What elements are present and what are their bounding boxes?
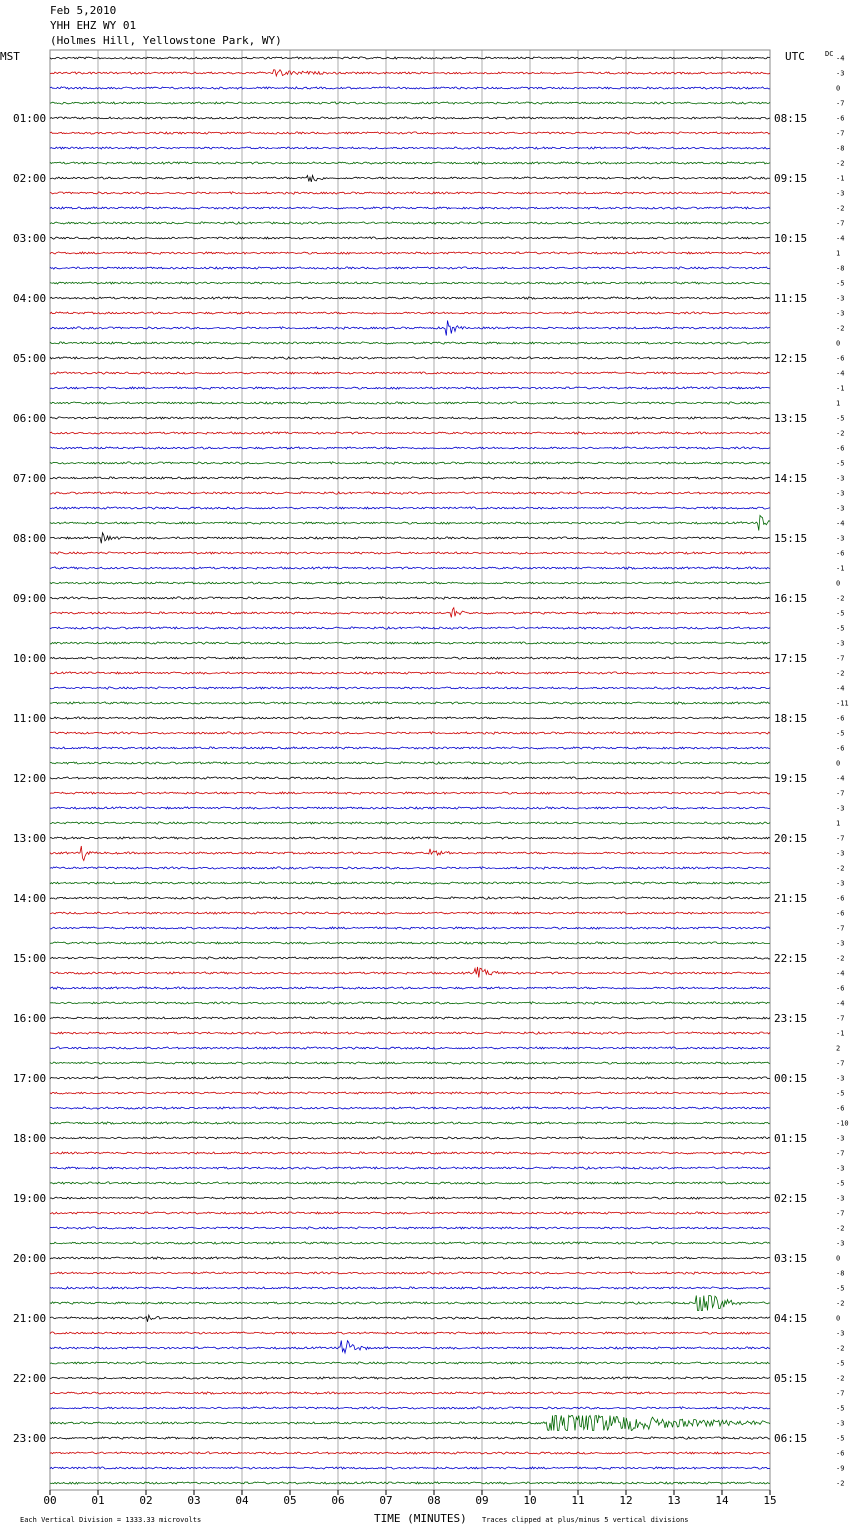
dc-offset-value: -4 — [836, 369, 845, 378]
right-hour-label: 02:15 — [774, 1192, 808, 1205]
dc-offset-value: -8 — [836, 144, 845, 153]
plot-frame — [50, 50, 770, 1490]
dc-offset-value: -5 — [836, 1404, 845, 1413]
left-hour-label: 12:00 — [13, 772, 47, 785]
trace-line — [50, 1002, 770, 1004]
right-hour-label: 04:15 — [774, 1312, 808, 1325]
trace-line — [50, 747, 770, 749]
trace-line — [50, 1152, 770, 1154]
dc-offset-value: -5 — [836, 1359, 845, 1368]
dc-offset-value: -6 — [836, 714, 845, 723]
dc-offset-value: -3 — [836, 849, 845, 858]
dc-offset-value: -2 — [836, 429, 845, 438]
trace-line — [50, 792, 770, 794]
trace-line — [50, 927, 770, 929]
dc-offset-value: -7 — [836, 834, 845, 843]
x-tick-label: 05 — [283, 1494, 297, 1507]
dc-offset-value: 0 — [836, 759, 841, 768]
right-hour-label: 01:15 — [774, 1132, 808, 1145]
trace-line — [50, 516, 770, 531]
dc-offset-value: 2 — [836, 1044, 841, 1053]
dc-offset-value: -3 — [836, 939, 845, 948]
trace-line — [50, 597, 770, 599]
dc-offset-value: -3 — [836, 879, 845, 888]
dc-offset-value: -7 — [836, 1059, 845, 1068]
trace-line — [50, 672, 770, 674]
trace-line — [50, 357, 770, 359]
dc-offset-value: -8 — [836, 264, 845, 273]
left-hour-label: 01:00 — [13, 112, 47, 125]
trace-line — [50, 1092, 770, 1094]
x-tick-label: 03 — [187, 1494, 201, 1507]
dc-offset-header: DC — [825, 50, 834, 58]
dc-offset-value: -6 — [836, 1104, 845, 1113]
dc-offset-value: -2 — [836, 324, 845, 333]
dc-offset-value: -3 — [836, 1329, 845, 1338]
right-hour-label: 15:15 — [774, 532, 808, 545]
trace-line — [50, 1482, 770, 1484]
dc-offset-value: -5 — [836, 609, 845, 618]
trace-line — [50, 147, 770, 149]
dc-offset-value: -6 — [836, 354, 845, 363]
trace-line — [50, 1287, 770, 1289]
x-tick-label: 12 — [619, 1494, 633, 1507]
left-timezone-label: MST — [0, 50, 20, 63]
dc-offset-value: -2 — [836, 864, 845, 873]
dc-offset-value: -6 — [836, 909, 845, 918]
dc-offset-value: -2 — [836, 1374, 845, 1383]
right-hour-label: 10:15 — [774, 232, 808, 245]
trace-line — [50, 132, 770, 134]
dc-offset-value: 0 — [836, 84, 841, 93]
trace-line — [50, 882, 770, 884]
dc-offset-value: -5 — [836, 414, 845, 423]
right-timezone-label: UTC — [785, 50, 805, 63]
x-tick-label: 15 — [763, 1494, 777, 1507]
trace-line — [50, 1047, 770, 1049]
right-hour-label: 09:15 — [774, 172, 808, 185]
dc-offset-value: -4 — [836, 54, 845, 63]
trace-line — [50, 1377, 770, 1379]
trace-line — [50, 1182, 770, 1184]
dc-offset-value: -4 — [836, 519, 845, 528]
trace-line — [50, 807, 770, 809]
station-location: (Holmes Hill, Yellowstone Park, WY) — [50, 34, 282, 47]
dc-offset-value: -5 — [836, 729, 845, 738]
left-hour-label: 09:00 — [13, 592, 47, 605]
dc-offset-value: 0 — [836, 1254, 841, 1263]
left-hour-label: 23:00 — [13, 1432, 47, 1445]
dc-offset-value: -3 — [836, 474, 845, 483]
trace-line — [50, 608, 770, 618]
trace-line — [50, 117, 770, 119]
dc-offset-value: -2 — [836, 594, 845, 603]
dc-offset-value: -3 — [836, 294, 845, 303]
left-hour-label: 20:00 — [13, 1252, 47, 1265]
left-hour-label: 13:00 — [13, 832, 47, 845]
x-tick-label: 00 — [43, 1494, 57, 1507]
trace-line — [50, 1137, 770, 1139]
left-hour-label: 06:00 — [13, 412, 47, 425]
trace-line — [50, 1017, 770, 1019]
trace-line — [50, 402, 770, 404]
dc-offset-value: -1 — [836, 1029, 845, 1038]
dc-offset-value: 1 — [836, 399, 841, 408]
trace-line — [50, 1167, 770, 1169]
trace-line — [50, 1332, 770, 1334]
dc-offset-value: -7 — [836, 99, 845, 108]
dc-offset-value: -2 — [836, 954, 845, 963]
trace-line — [50, 1362, 770, 1364]
trace-line — [50, 342, 770, 344]
dc-offset-value: -7 — [836, 129, 845, 138]
dc-offset-value: -7 — [836, 924, 845, 933]
trace-line — [50, 282, 770, 284]
trace-line — [50, 762, 770, 764]
trace-line — [50, 687, 770, 689]
dc-offset-value: 1 — [836, 819, 841, 828]
dc-offset-value: -4 — [836, 969, 845, 978]
dc-offset-value: -7 — [836, 219, 845, 228]
trace-line — [50, 1227, 770, 1229]
right-hour-label: 23:15 — [774, 1012, 808, 1025]
trace-line — [50, 846, 770, 861]
x-tick-label: 13 — [667, 1494, 681, 1507]
dc-offset-value: -6 — [836, 114, 845, 123]
trace-line — [50, 1032, 770, 1034]
trace-line — [50, 70, 770, 76]
x-tick-label: 14 — [715, 1494, 729, 1507]
dc-offset-value: -1 — [836, 174, 845, 183]
left-hour-label: 08:00 — [13, 532, 47, 545]
left-hour-label: 11:00 — [13, 712, 47, 725]
left-hour-label: 21:00 — [13, 1312, 47, 1325]
dc-offset-value: -3 — [836, 1419, 845, 1428]
dc-offset-value: -7 — [836, 1389, 845, 1398]
dc-offset-value: 0 — [836, 579, 841, 588]
dc-offset-value: -3 — [836, 804, 845, 813]
dc-offset-value: -4 — [836, 774, 845, 783]
dc-offset-value: -6 — [836, 549, 845, 558]
dc-offset-value: -3 — [836, 504, 845, 513]
x-tick-label: 04 — [235, 1494, 249, 1507]
trace-line — [50, 447, 770, 449]
dc-offset-value: -5 — [836, 279, 845, 288]
dc-offset-value: -3 — [836, 1164, 845, 1173]
dc-offset-value: -7 — [836, 1149, 845, 1158]
left-hour-label: 19:00 — [13, 1192, 47, 1205]
dc-offset-value: -2 — [836, 1224, 845, 1233]
dc-offset-value: 0 — [836, 1314, 841, 1323]
x-tick-label: 11 — [571, 1494, 585, 1507]
dc-offset-value: -3 — [836, 309, 845, 318]
trace-line — [50, 987, 770, 989]
left-hour-label: 22:00 — [13, 1372, 47, 1385]
dc-offset-value: -5 — [836, 624, 845, 633]
time-grid — [50, 50, 770, 1495]
dc-offset-value: -9 — [836, 1464, 845, 1473]
trace-line — [50, 252, 770, 254]
trace-line — [50, 175, 770, 182]
trace-line — [50, 507, 770, 509]
trace-line — [50, 777, 770, 779]
dc-offset-value: -5 — [836, 1284, 845, 1293]
right-hour-label: 03:15 — [774, 1252, 808, 1265]
trace-line — [50, 837, 770, 839]
trace-line — [50, 657, 770, 659]
trace-line — [50, 867, 770, 869]
trace-line — [50, 1122, 770, 1124]
left-hour-label: 10:00 — [13, 652, 47, 665]
dc-offset-value: -4 — [836, 234, 845, 243]
right-hour-label: 16:15 — [774, 592, 808, 605]
trace-line — [50, 477, 770, 479]
left-hour-label: 03:00 — [13, 232, 47, 245]
trace-line — [50, 237, 770, 239]
seismic-traces — [50, 57, 770, 1484]
trace-line — [50, 1272, 770, 1274]
trace-line — [50, 912, 770, 914]
dc-offset-value: -3 — [836, 534, 845, 543]
trace-line — [50, 967, 770, 978]
dc-offset-value: 0 — [836, 339, 841, 348]
trace-line — [50, 267, 770, 269]
right-hour-label: 12:15 — [774, 352, 808, 365]
x-tick-label: 02 — [139, 1494, 153, 1507]
right-hour-label: 08:15 — [774, 112, 808, 125]
x-tick-label: 06 — [331, 1494, 345, 1507]
dc-offset-value: -3 — [836, 1074, 845, 1083]
trace-line — [50, 702, 770, 704]
trace-line — [50, 1107, 770, 1109]
dc-offset-value: -2 — [836, 204, 845, 213]
trace-line — [50, 1315, 770, 1322]
trace-line — [50, 192, 770, 194]
trace-line — [50, 372, 770, 374]
dc-offset-value: -3 — [836, 639, 845, 648]
trace-line — [50, 582, 770, 584]
trace-line — [50, 1257, 770, 1259]
trace-line — [50, 57, 770, 59]
left-hour-label: 04:00 — [13, 292, 47, 305]
left-hour-label: 07:00 — [13, 472, 47, 485]
x-tick-label: 07 — [379, 1494, 393, 1507]
dc-offset-value: -4 — [836, 684, 845, 693]
left-hour-label: 18:00 — [13, 1132, 47, 1145]
dc-offset-value: -1 — [836, 564, 845, 573]
x-axis-label: TIME (MINUTES) — [374, 1512, 467, 1525]
left-hour-label: 15:00 — [13, 952, 47, 965]
trace-line — [50, 1467, 770, 1469]
scale-note: Each Vertical Division = 1333.33 microvolts — [20, 1516, 202, 1524]
trace-line — [50, 1452, 770, 1454]
right-hour-label: 20:15 — [774, 832, 808, 845]
trace-line — [50, 87, 770, 89]
trace-line — [50, 222, 770, 224]
plot-date: Feb 5,2010 — [50, 4, 117, 17]
dc-offset-value: -6 — [836, 444, 845, 453]
trace-line — [50, 552, 770, 554]
trace-line — [50, 312, 770, 314]
left-hour-label: 02:00 — [13, 172, 47, 185]
trace-line — [50, 432, 770, 434]
right-hour-label: 17:15 — [774, 652, 808, 665]
dc-offset-value: -2 — [836, 669, 845, 678]
trace-line — [50, 1242, 770, 1244]
right-hour-label: 22:15 — [774, 952, 808, 965]
trace-line — [50, 642, 770, 644]
trace-line — [50, 162, 770, 164]
x-tick-label: 01 — [91, 1494, 105, 1507]
dc-offset-value: -2 — [836, 1479, 845, 1488]
left-hour-label: 16:00 — [13, 1012, 47, 1025]
left-hour-label: 05:00 — [13, 352, 47, 365]
dc-offset-value: -5 — [836, 1089, 845, 1098]
dc-offset-value: -6 — [836, 744, 845, 753]
dc-offset-value: -3 — [836, 489, 845, 498]
right-hour-label: 13:15 — [774, 412, 808, 425]
trace-line — [50, 492, 770, 494]
trace-line — [50, 942, 770, 944]
right-hour-label: 14:15 — [774, 472, 808, 485]
dc-offset-value: -1 — [836, 384, 845, 393]
trace-line — [50, 1212, 770, 1214]
trace-line — [50, 1341, 770, 1353]
trace-line — [50, 207, 770, 209]
trace-line — [50, 102, 770, 104]
right-hour-label: 11:15 — [774, 292, 808, 305]
right-hour-label: 18:15 — [774, 712, 808, 725]
left-hour-label: 17:00 — [13, 1072, 47, 1085]
trace-line — [50, 462, 770, 464]
trace-line — [50, 897, 770, 899]
trace-line — [50, 822, 770, 824]
right-hour-label: 19:15 — [774, 772, 808, 785]
dc-offset-value: -7 — [836, 1209, 845, 1218]
dc-offset-value: 1 — [836, 249, 841, 258]
station-code: YHH EHZ WY 01 — [50, 19, 137, 32]
x-tick-label: 08 — [427, 1494, 441, 1507]
trace-line — [50, 387, 770, 389]
trace-line — [50, 732, 770, 734]
trace-line — [50, 417, 770, 419]
trace-line — [50, 1077, 770, 1079]
trace-line — [50, 1437, 770, 1439]
left-hour-label: 14:00 — [13, 892, 47, 905]
trace-line — [50, 297, 770, 299]
dc-offset-value: -11 — [836, 699, 849, 708]
dc-offset-value: -3 — [836, 1239, 845, 1248]
dc-offset-value: -7 — [836, 789, 845, 798]
dc-offset-value: -2 — [836, 1299, 845, 1308]
dc-offset-value: -5 — [836, 1179, 845, 1188]
right-hour-label: 21:15 — [774, 892, 808, 905]
dc-offset-value: -3 — [836, 69, 845, 78]
right-hour-label: 00:15 — [774, 1072, 808, 1085]
trace-line — [50, 1392, 770, 1394]
trace-line — [50, 567, 770, 569]
trace-line — [50, 1416, 770, 1431]
right-hour-label: 06:15 — [774, 1432, 808, 1445]
dc-offset-value: -6 — [836, 984, 845, 993]
dc-offset-value: -10 — [836, 1119, 849, 1128]
trace-line — [50, 1062, 770, 1064]
trace-line — [50, 1407, 770, 1409]
trace-line — [50, 717, 770, 719]
trace-line — [50, 321, 770, 336]
dc-offset-value: -2 — [836, 159, 845, 168]
trace-line — [50, 533, 770, 544]
dc-offset-value: -5 — [836, 1434, 845, 1443]
dc-offset-value: -3 — [836, 1134, 845, 1143]
dc-offset-value: -3 — [836, 1194, 845, 1203]
dc-offset-value: -6 — [836, 894, 845, 903]
dc-offset-value: -3 — [836, 189, 845, 198]
x-tick-label: 10 — [523, 1494, 537, 1507]
clip-note: Traces clipped at plus/minus 5 vertical divisions — [482, 1516, 689, 1524]
dc-offset-value: -5 — [836, 459, 845, 468]
trace-line — [50, 627, 770, 629]
trace-line — [50, 957, 770, 959]
x-tick-label: 09 — [475, 1494, 489, 1507]
dc-offset-value: -8 — [836, 1269, 845, 1278]
dc-offset-value: -7 — [836, 1014, 845, 1023]
trace-line — [50, 1197, 770, 1199]
dc-offset-value: -6 — [836, 1449, 845, 1458]
dc-offset-value: -7 — [836, 654, 845, 663]
right-hour-label: 05:15 — [774, 1372, 808, 1385]
trace-line — [50, 1296, 770, 1311]
dc-offset-value: -4 — [836, 999, 845, 1008]
dc-offset-value: -2 — [836, 1344, 845, 1353]
